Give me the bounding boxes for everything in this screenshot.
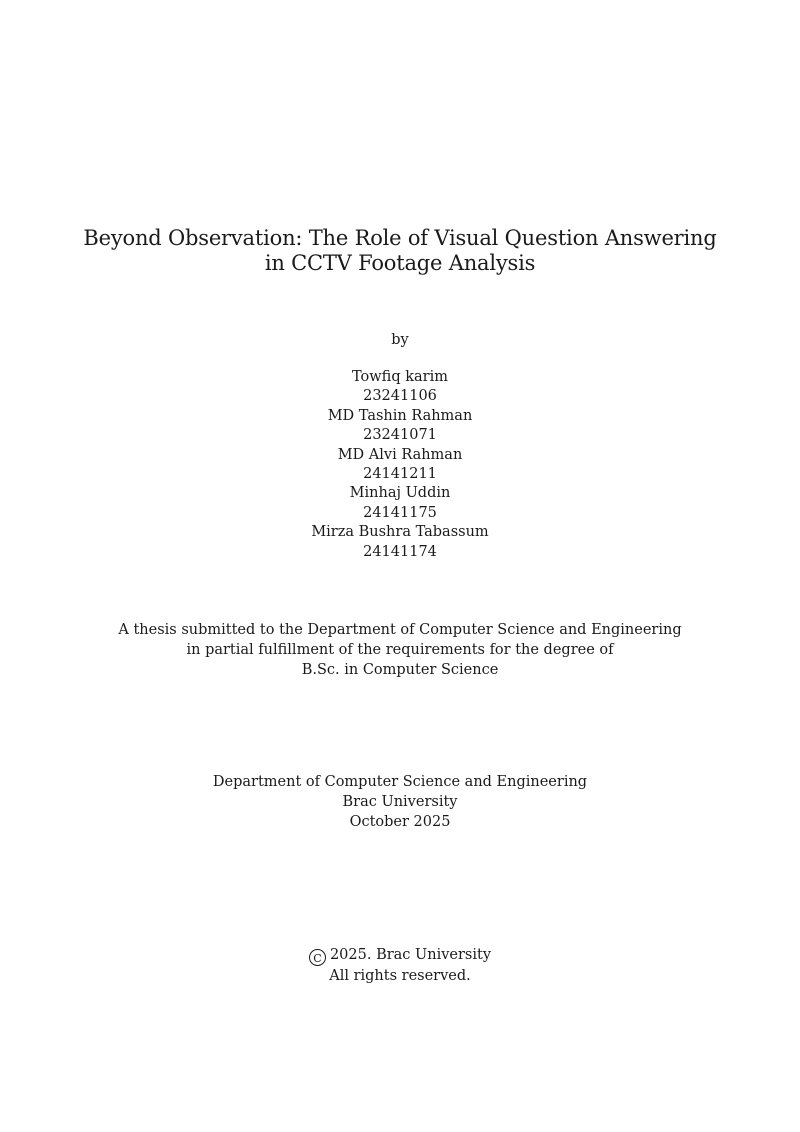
institution-info xyxy=(0,772,800,832)
copyright-line xyxy=(0,945,800,966)
submission-statement xyxy=(0,620,800,680)
author-id: 23241106 xyxy=(363,388,437,405)
author-id: 24141211 xyxy=(363,466,437,483)
by-label xyxy=(0,330,800,350)
author-id: 24141174 xyxy=(363,543,437,560)
author-id: 24141175 xyxy=(363,504,437,521)
author-name: Towfiq karim xyxy=(352,369,448,385)
thesis-title-line-2: in CCTV Footage Analysis xyxy=(264,251,536,275)
thesis-title xyxy=(0,226,800,276)
author-list xyxy=(0,368,800,562)
author-name: MD Alvi Rahman xyxy=(337,446,463,463)
by-text: by xyxy=(391,332,409,348)
author-name: MD Tashin Rahman xyxy=(327,407,473,424)
author-name: Minhaj Uddin xyxy=(349,485,451,502)
copyright-notice xyxy=(0,945,800,986)
submission-date: October 2025 xyxy=(349,814,451,830)
rights-reserved: All rights reserved. xyxy=(329,968,471,984)
department-name: Department of Computer Science and Engineering xyxy=(212,774,588,790)
author-id: 23241071 xyxy=(363,427,437,444)
copyright-icon: C xyxy=(309,949,326,966)
degree-line: B.Sc. in Computer Science xyxy=(301,662,499,678)
submission-line-1: A thesis submitted to the Department of Computer Science and Engineering xyxy=(118,622,682,638)
copyright-text: 2025. Brac University xyxy=(329,947,492,963)
university-name: Brac University xyxy=(342,794,458,810)
thesis-title-line-1: Beyond Observation: The Role of Visual Question Answering xyxy=(83,226,717,250)
submission-line-2: in partial fulfillment of the requirements for the degree of xyxy=(186,642,614,658)
author-name: Mirza Bushra Tabassum xyxy=(311,524,489,541)
